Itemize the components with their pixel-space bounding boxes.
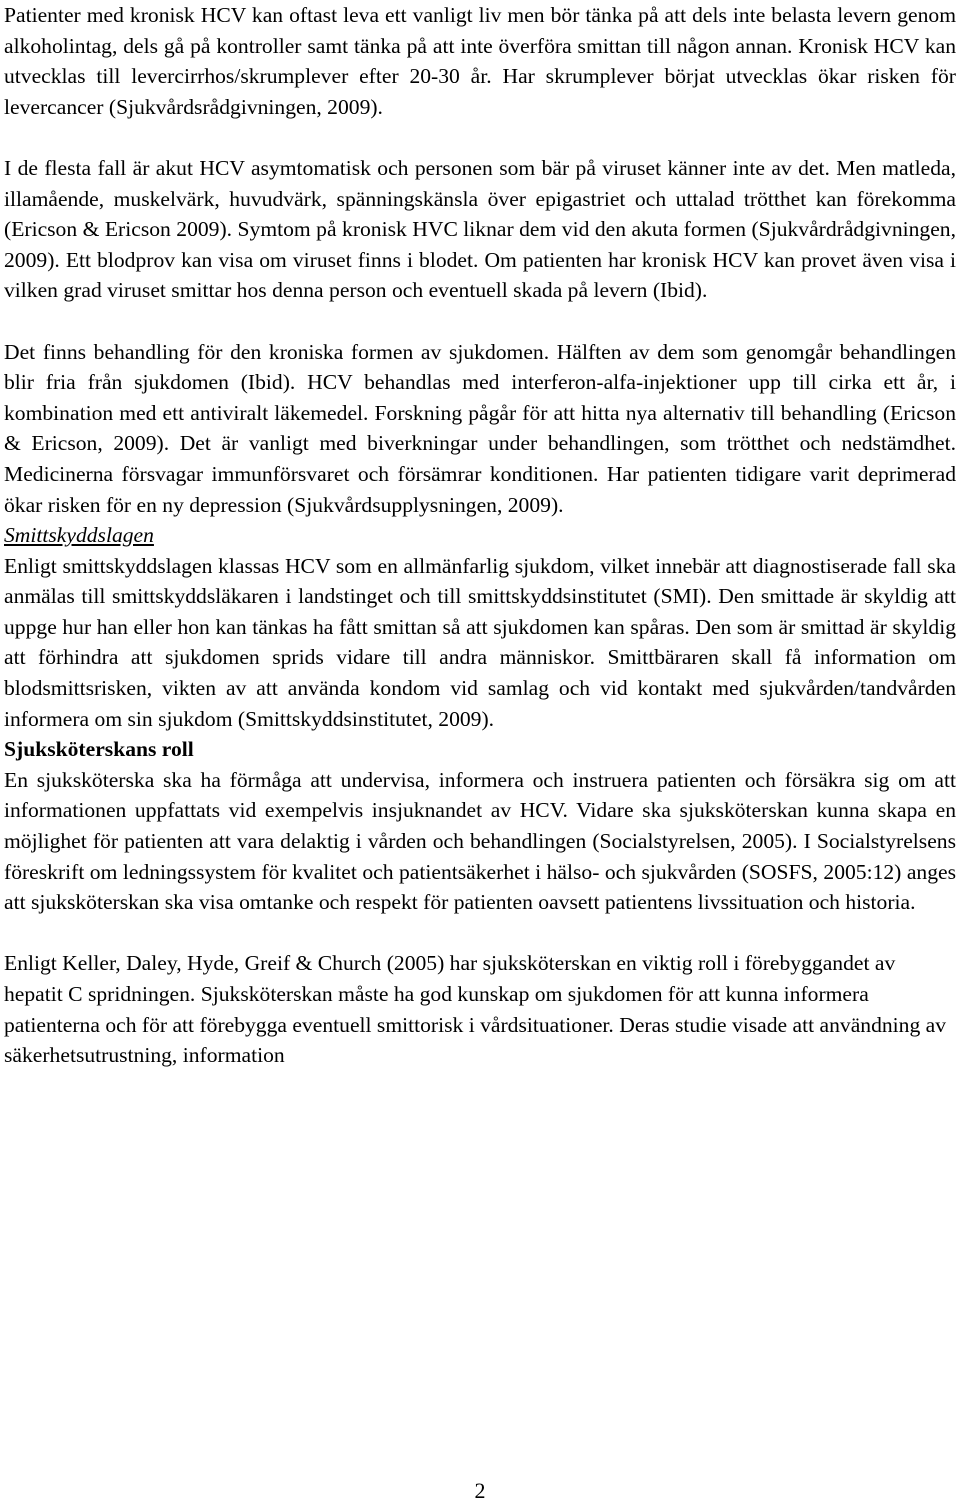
page-number: 2 bbox=[474, 1478, 486, 1503]
paragraph-acute-hcv-symptoms: I de flesta fall är akut HCV asymtomatisk och personen som bär på viruset känner inte av det. Men matleda, illamående, muskelvärk, huvudvärk, spänningskänsla över epigastriet och uttalad trötthet kan förekomma (Ericson & Ericson 2009). Symtom på kronisk HVC liknar dem vid den akuta formen (Sjukvårdrådgivningen, 2009). Ett blodprov kan visa om viruset finns i blodet. Om patienten har kronisk HCV kan provet även visa i vilken grad viruset smittar hos denna person och eventuell skada på levern (Ibid). bbox=[4, 155, 956, 303]
paragraph-chronic-hcv: Patienter med kronisk HCV kan oftast leva ett vanligt liv men bör tänka på att dels inte belasta levern genom alkoholintag, dels gå på kontroller samt tänka på att inte överföra smittan till någon annan. Kronisk HCV kan utvecklas till levercirrhos/skrumplever efter 20-30 år. Har skrumplever börjat utvecklas ökar risken för levercancer (Sjukvårdsrådgivningen, 2009). bbox=[4, 3, 956, 119]
paragraph-nurse-role: En sjuksköterska ska ha förmåga att undervisa, informera och instruera patienten och försäkra sig om att informationen uppfattats vid exempelvis insjuknandet av HCV. Vidare ska sjuksköterskan kunna skapa en möjlighet för patienten att vara delaktig i vården och behandlingen (Socialstyrelsen, 2005). I Socialstyrelsens föreskrift om ledningssystem för kvalitet och patientsäkerhet i hälso- och sjukvården (SOSFS, 2005:12) anges att sjuksköterskan ska visa omtanke och respekt för patienten oavsett patientens livssituation och historia. bbox=[4, 767, 956, 915]
section-heading-smittskyddslagen: Smittskyddslagen bbox=[4, 523, 154, 548]
document-page bbox=[4, 0, 956, 1071]
paragraph-treatment: Det finns behandling för den kroniska formen av sjukdomen. Hälften av dem som genomgår behandlingen blir fria från sjukdomen (Ibid). HCV behandlas med interferon-alfa-injektioner upp till cirka ett år, i kombination med ett antiviralt läkemedel. Forskning pågår för att hitta nya alternativ till behandling (Ericson & Ericson, 2009). Det är vanligt med biverkningar under behandlingen, som trötthet och nedstämdhet. Medicinerna försvagar immunförsvaret och försämrar konditionen. Har patienten tidigare varit deprimerad ökar risken för en ny depression (Sjukvårdsupplysningen, 2009). bbox=[4, 339, 956, 517]
paragraph-keller-study: Enligt Keller, Daley, Hyde, Greif & Church (2005) har sjuksköterskan en viktig roll i förebyggandet av hepatit C spridningen. Sjuksköterskan måste ha god kunskap om sjukdomen för att kunna informera patienterna och för att förebygga eventuell smittorisk i vårdsituationer. Deras studie visade att användning av säkerhetsutrustning, information bbox=[4, 951, 947, 1068]
section-heading-sjukskoterskans-roll: Sjuksköterskans roll bbox=[4, 737, 194, 762]
paragraph-smittskyddslagen: Enligt smittskyddslagen klassas HCV som en allmänfarlig sjukdom, vilket innebär att diagnostiserade fall ska anmälas till smittskyddsläkaren i landstinget och till smittskyddsinstitutet (SMI). Den smittade är skyldig att uppge hur han eller hon kan tänkas ha fått smittan så att sjukdomen kan spåras. Den som är smittad är skyldig att förhindra att sjukdomen sprids vidare till andra människor. Smittbäraren skall få information om blodsmittsrisken, vikten av att använda kondom vid samlag och vid kontakt med sjukvården/tandvården informera om sin sjukdom (Smittskyddsinstitutet, 2009). bbox=[4, 553, 956, 731]
